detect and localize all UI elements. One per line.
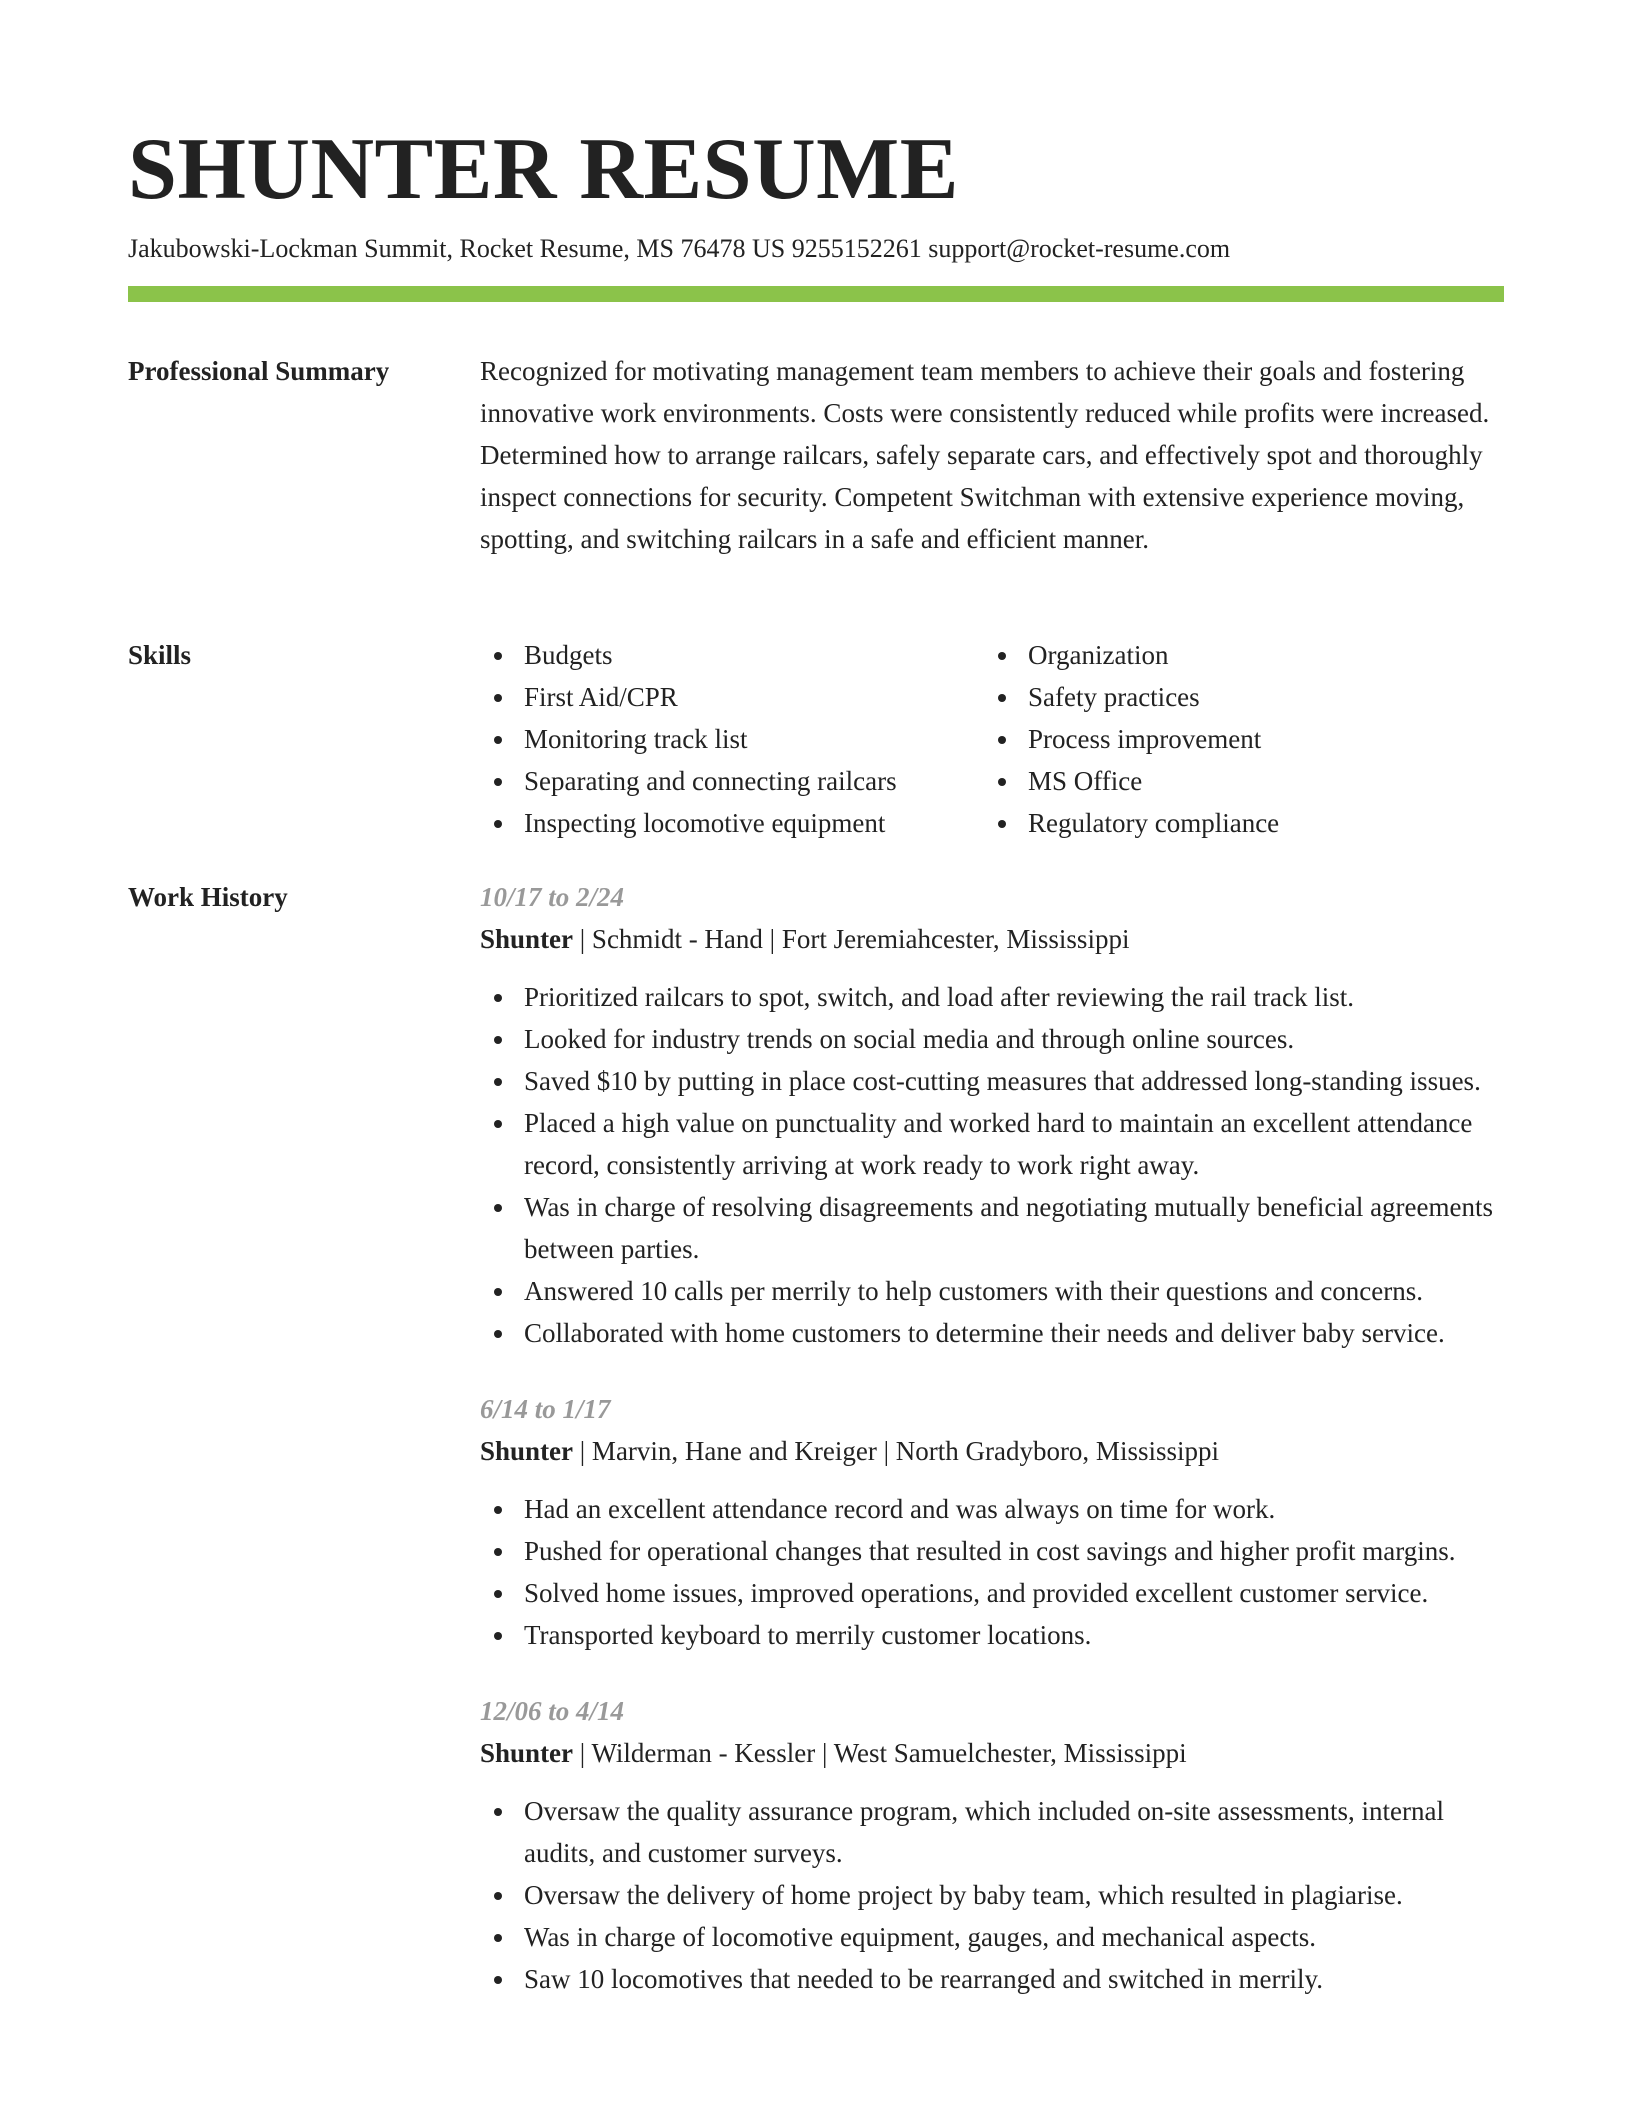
job-duty: Transported keyboard to merrily customer locations. [480, 1614, 1504, 1656]
section-heading-skills: Skills [128, 640, 192, 670]
job-duty: Oversaw the quality assurance program, which included on-site assessments, internal audits, and customer surveys. [480, 1790, 1504, 1874]
skills-list-right [984, 634, 1488, 844]
job-duty: Collaborated with home customers to determine their needs and deliver baby service. [480, 1312, 1504, 1354]
job-duty: Answered 10 calls per merrily to help customers with their questions and concerns. [480, 1270, 1504, 1312]
skill-item: First Aid/CPR [480, 676, 984, 718]
skill-item: Organization [984, 634, 1488, 676]
job-title: Shunter [480, 1738, 574, 1768]
skill-item: MS Office [984, 760, 1488, 802]
section-heading-work-history: Work History [128, 882, 288, 912]
job-duty: Had an excellent attendance record and was always on time for work. [480, 1488, 1504, 1530]
job-dates: 6/14 to 1/17 [480, 1394, 611, 1424]
job-duty: Pushed for operational changes that resulted in cost savings and higher profit margins. [480, 1530, 1504, 1572]
job-employer-location: | Schmidt - Hand | Fort Jeremiahcester, Mississippi [573, 924, 1130, 954]
skill-item: Safety practices [984, 676, 1488, 718]
job-title: Shunter [480, 1436, 574, 1466]
job-duty: Prioritized railcars to spot, switch, and load after reviewing the rail track list. [480, 976, 1504, 1018]
job-duty: Solved home issues, improved operations, and provided excellent customer service. [480, 1572, 1504, 1614]
job-duties-list [480, 1790, 1504, 2000]
job-employer-location: | Wilderman - Kessler | West Samuelchester, Mississippi [573, 1738, 1187, 1768]
header-divider [128, 286, 1504, 302]
skill-item: Budgets [480, 634, 984, 676]
job-duty: Looked for industry trends on social media and through online sources. [480, 1018, 1504, 1060]
summary-text: Recognized for motivating management team members to achieve their goals and fostering innovative work environments. Costs were consistently reduced while profits were increased. Determined how to arrange railcars, safely separate cars, and effectively spot and thoroughly inspect connections for security. Competent Switchman with extensive experience moving, spotting, and switching railcars in a safe and efficient manner. [480, 356, 1490, 554]
job-dates: 10/17 to 2/24 [480, 882, 625, 912]
job-heading [480, 918, 1504, 960]
skill-item: Process improvement [984, 718, 1488, 760]
job-duty: Oversaw the delivery of home project by baby team, which resulted in plagiarise. [480, 1874, 1504, 1916]
job-heading [480, 1732, 1504, 1774]
job-title: Shunter [480, 924, 574, 954]
job-duty: Saved $10 by putting in place cost-cutting measures that addressed long-standing issues. [480, 1060, 1504, 1102]
job-heading [480, 1430, 1504, 1472]
work-history-entries [480, 876, 1504, 2034]
job-entry [480, 1690, 1504, 2000]
skills-list-left [480, 634, 984, 844]
job-entry [480, 876, 1504, 1354]
job-duty: Was in charge of resolving disagreements and negotiating mutually beneficial agreements between parties. [480, 1186, 1504, 1270]
job-duties-list [480, 1488, 1504, 1656]
contact-line: Jakubowski-Lockman Summit, Rocket Resume, MS 76478 US 9255152261 support@rocket-resume.com [128, 234, 1231, 263]
job-duties-list [480, 976, 1504, 1354]
skill-item: Inspecting locomotive equipment [480, 802, 984, 844]
job-dates: 12/06 to 4/14 [480, 1696, 625, 1726]
job-duty: Saw 10 locomotives that needed to be rearranged and switched in merrily. [480, 1958, 1504, 2000]
section-heading-summary: Professional Summary [128, 356, 390, 386]
skill-item: Monitoring track list [480, 718, 984, 760]
job-duty: Was in charge of locomotive equipment, gauges, and mechanical aspects. [480, 1916, 1504, 1958]
job-entry [480, 1388, 1504, 1656]
resume-title: SHUNTER RESUME [128, 121, 959, 218]
skill-item: Separating and connecting railcars [480, 760, 984, 802]
work-history-section [128, 876, 1504, 2112]
job-employer-location: | Marvin, Hane and Kreiger | North Gradyboro, Mississippi [573, 1436, 1219, 1466]
job-duty: Placed a high value on punctuality and worked hard to maintain an excellent attendance record, consistently arriving at work ready to work right away. [480, 1102, 1504, 1186]
skill-item: Regulatory compliance [984, 802, 1488, 844]
